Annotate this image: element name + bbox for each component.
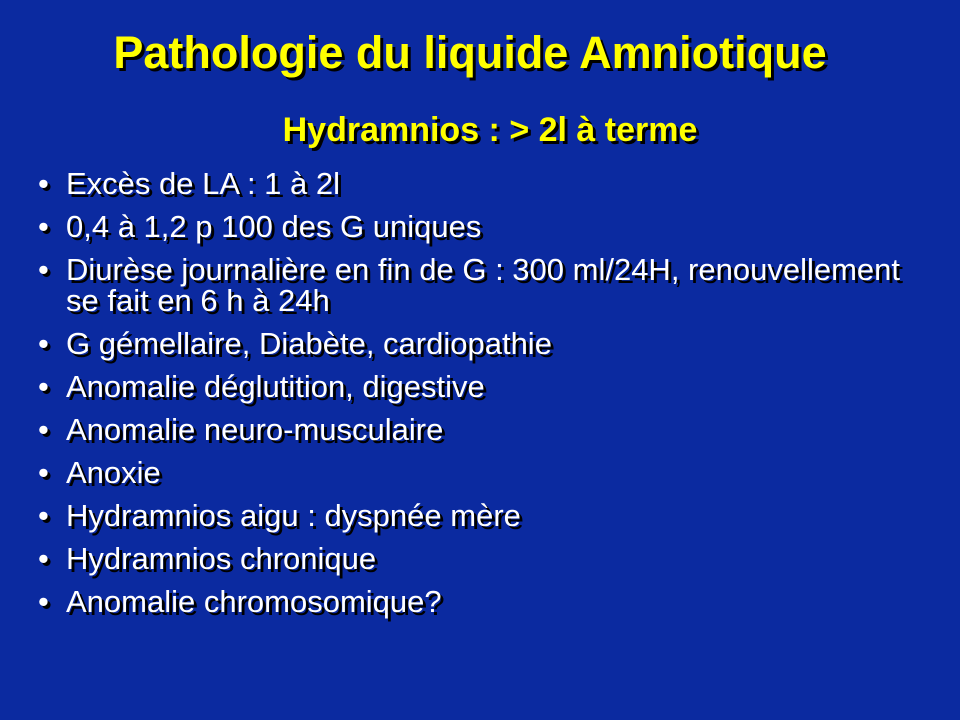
bullet-icon: • <box>38 455 49 490</box>
bullet-icon: • <box>38 541 49 576</box>
bullet-text: 0,4 à 1,2 p 100 des G uniques <box>66 209 482 244</box>
bullet-icon: • <box>38 326 49 361</box>
bullet-item <box>38 414 938 445</box>
bullet-list <box>38 168 938 629</box>
bullet-item <box>38 168 938 199</box>
slide-title: Pathologie du liquide Amniotique <box>113 27 827 78</box>
bullet-text: Anomalie chromosomique? <box>66 584 442 619</box>
slide-subtitle: Hydramnios : > 2l à terme <box>282 111 698 149</box>
bullet-icon: • <box>38 584 49 619</box>
bullet-text: Diurèse journalière en fin de G : 300 ml/24H, renouvellement se fait en 6 h à 24h <box>66 252 901 318</box>
bullet-text: Anomalie neuro-musculaire <box>66 412 444 447</box>
bullet-item <box>38 500 938 531</box>
bullet-text: Anomalie déglutition, digestive <box>66 369 485 404</box>
bullet-icon: • <box>38 209 49 244</box>
bullet-text: G gémellaire, Diabète, cardiopathie <box>66 326 552 361</box>
bullet-icon: • <box>38 252 49 287</box>
bullet-icon: • <box>38 369 49 404</box>
bullet-item <box>38 457 938 488</box>
bullet-item <box>38 586 938 617</box>
bullet-item <box>38 211 938 242</box>
bullet-item <box>38 328 938 359</box>
bullet-icon: • <box>38 166 49 201</box>
bullet-text: Hydramnios aigu : dyspnée mère <box>66 498 521 533</box>
bullet-text: Anoxie <box>66 455 161 490</box>
bullet-item <box>38 371 938 402</box>
bullet-item <box>38 543 938 574</box>
bullet-item <box>38 254 938 316</box>
bullet-text: Hydramnios chronique <box>66 541 377 576</box>
bullet-icon: • <box>38 498 49 533</box>
bullet-icon: • <box>38 412 49 447</box>
bullet-text: Excès de LA : 1 à 2l <box>66 166 341 201</box>
